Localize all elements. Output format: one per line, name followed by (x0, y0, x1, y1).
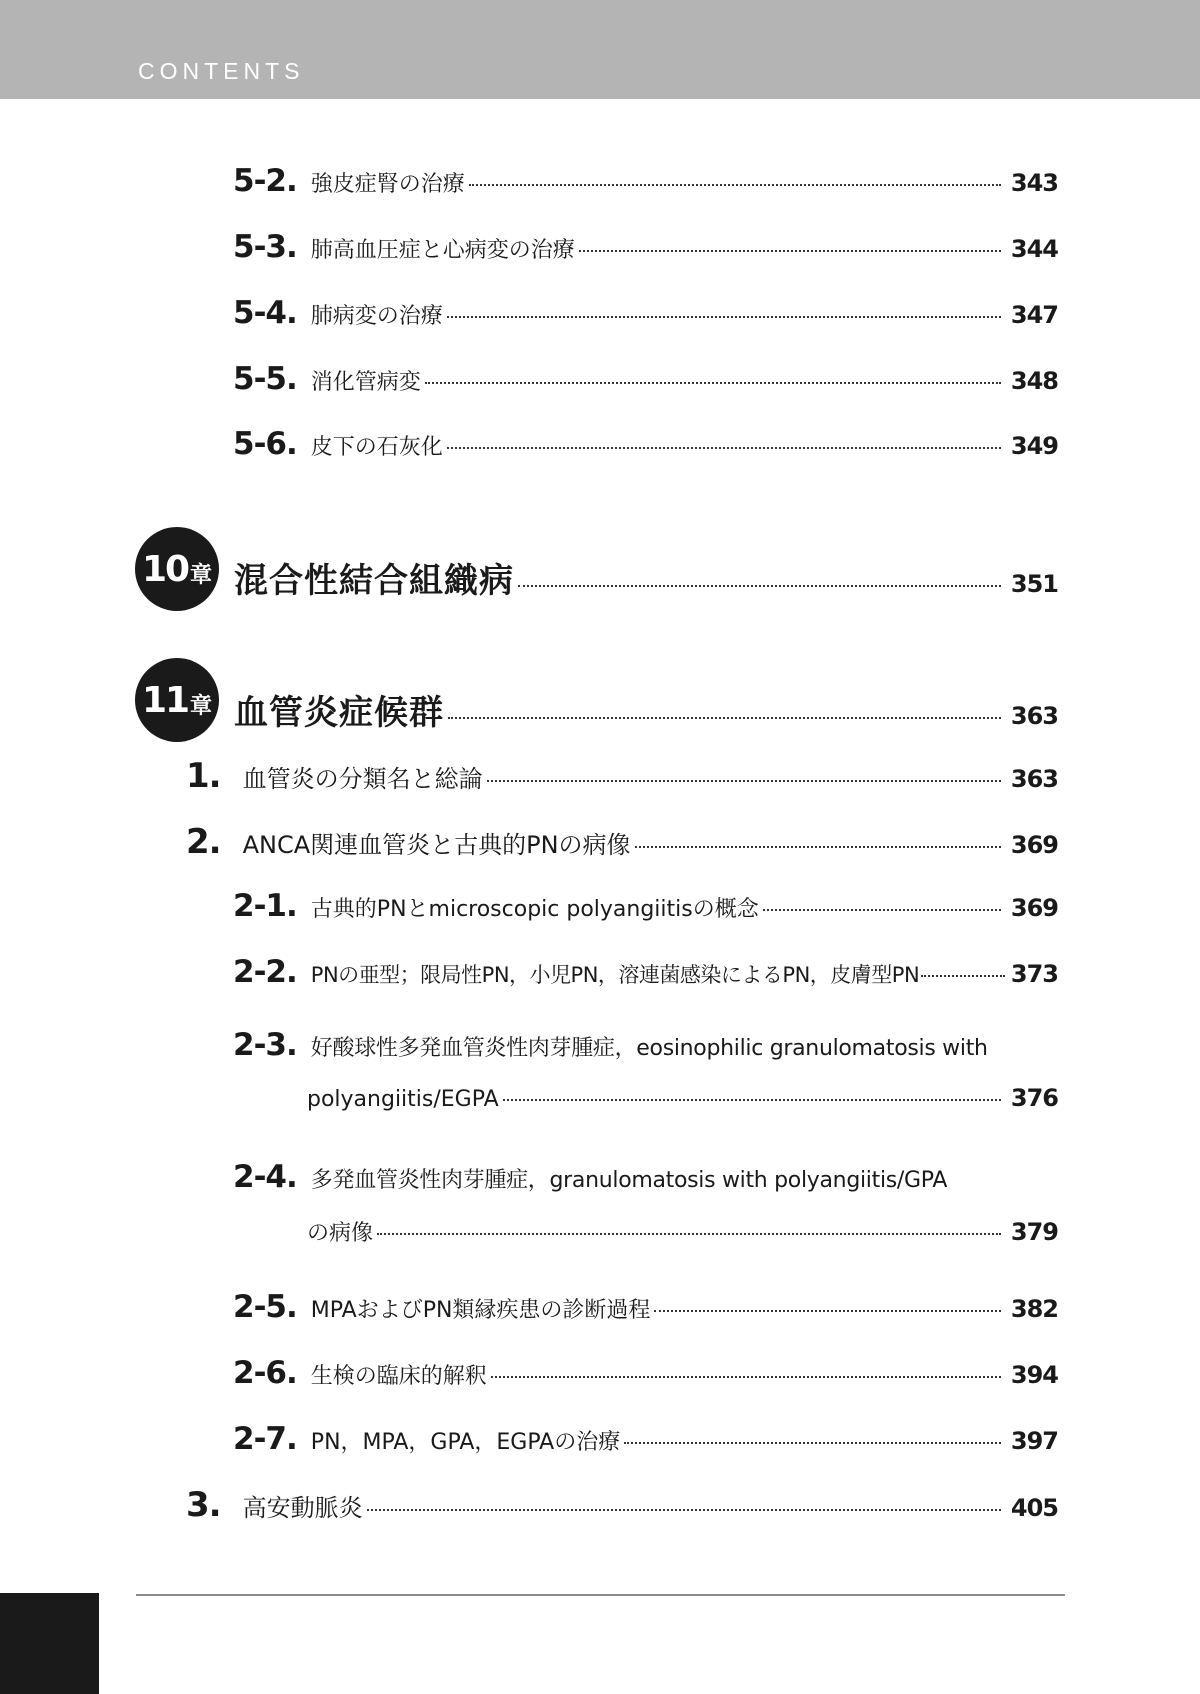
toc-entry-2-1[interactable] (233, 888, 1058, 924)
dot-leader (763, 909, 1001, 911)
entry-title: PN，MPA，GPA，EGPAの治療 (310, 1430, 621, 1455)
chapter-badge-11 (135, 658, 219, 742)
page-number: 405 (1010, 1494, 1058, 1522)
dot-leader (491, 1376, 1001, 1378)
page-number: 351 (1010, 570, 1058, 598)
dot-leader (447, 447, 1001, 449)
page-number: 369 (1010, 894, 1058, 922)
toc-entry-2-3[interactable] (233, 1027, 988, 1063)
toc-entry-2-6[interactable] (233, 1355, 1058, 1391)
entry-number: 2-6. (233, 1355, 297, 1391)
chapter-badge-10 (135, 527, 219, 611)
chapter-title: 血管炎症候群 (234, 693, 444, 733)
entry-number: 5-2. (233, 163, 297, 199)
entry-title-continuation: の病像 (307, 1221, 374, 1246)
page-number: 347 (1010, 301, 1058, 329)
entry-title: 古典的PNとmicroscopic polyangiitisの概念 (310, 897, 759, 922)
entry-number: 5-6. (233, 426, 297, 462)
page-number: 363 (1010, 702, 1058, 730)
page-number: 373 (1010, 960, 1058, 988)
page-number: 343 (1010, 169, 1058, 197)
entry-title: 血管炎の分類名と総論 (242, 765, 483, 793)
entry-number: 2-1. (233, 888, 297, 924)
dot-leader (447, 316, 1001, 318)
section-label: CONTENTS (138, 58, 305, 84)
dot-leader (624, 1442, 1001, 1444)
entry-number: 3. (186, 1485, 221, 1525)
entry-number: 2-4. (233, 1159, 297, 1195)
entry-title: PNの亜型；限局性PN，小児PN，溶連菌感染によるPN，皮膚型PN (310, 963, 920, 987)
entry-title: 強皮症腎の治療 (310, 172, 465, 197)
dot-leader (487, 780, 1001, 782)
dot-leader (377, 1233, 1001, 1235)
entry-title: 皮下の石灰化 (310, 435, 443, 460)
dot-leader (654, 1310, 1000, 1312)
entry-title: ANCA関連血管炎と古典的PNの病像 (242, 831, 631, 859)
page-number: 379 (1010, 1218, 1058, 1246)
entry-title: 肺病変の治療 (310, 304, 443, 329)
page-number: 397 (1010, 1427, 1058, 1455)
toc-entry-5-3[interactable] (233, 229, 1058, 265)
entry-number: 2-2. (233, 954, 297, 990)
footer-rule (136, 1594, 1065, 1596)
toc-entry-5-6[interactable] (233, 426, 1058, 462)
entry-number: 2-3. (233, 1027, 297, 1063)
toc-entry-2-4[interactable] (233, 1159, 947, 1195)
page-number: 349 (1010, 432, 1058, 460)
dot-leader (635, 846, 1001, 848)
entry-title: 生検の臨床的解釈 (310, 1364, 487, 1389)
entry-number: 1. (186, 756, 221, 796)
entry-title: 多発血管炎性肉芽腫症，granulomatosis with polyangiitis/GPA (310, 1168, 948, 1193)
entry-number: 2-7. (233, 1421, 297, 1457)
entry-number: 2. (186, 822, 221, 862)
toc-entry-5-4[interactable] (233, 295, 1058, 331)
toc-entry-3[interactable] (186, 1485, 1058, 1525)
chapter-unit: 章 (190, 562, 213, 588)
dot-leader (425, 382, 1001, 384)
toc-chapter-11[interactable] (234, 685, 1058, 734)
chapter-unit: 章 (190, 693, 213, 719)
page-number: 348 (1010, 367, 1058, 395)
page-number: 369 (1010, 831, 1058, 859)
chapter-number: 11 (141, 679, 189, 721)
corner-block (0, 1593, 99, 1694)
entry-number: 5-5. (233, 361, 297, 397)
entry-title: 高安動脈炎 (242, 1494, 363, 1522)
toc-entry-5-2[interactable] (233, 163, 1058, 199)
page-number: 363 (1010, 765, 1058, 793)
page-number: 382 (1010, 1295, 1058, 1323)
chapter-title: 混合性結合組織病 (234, 561, 514, 601)
entry-title: MPAおよびPN類縁疾患の診断過程 (310, 1298, 651, 1323)
dot-leader (579, 250, 1001, 252)
entry-title-continuation: polyangiitis/EGPA (307, 1087, 499, 1112)
toc-entry-2[interactable] (186, 822, 1058, 862)
entry-number: 2-5. (233, 1289, 297, 1325)
toc-entry-2-7[interactable] (233, 1421, 1058, 1457)
toc-entry-2-5[interactable] (233, 1289, 1058, 1325)
dot-leader (469, 184, 1001, 186)
page-number: 394 (1010, 1361, 1058, 1389)
entry-title: 肺高血圧症と心病変の治療 (310, 238, 575, 263)
toc-entry-5-5[interactable] (233, 361, 1058, 397)
chapter-number: 10 (141, 548, 189, 590)
dot-leader (503, 1099, 1001, 1101)
toc-entry-2-4-continuation[interactable] (307, 1216, 1058, 1247)
entry-title: 消化管病変 (310, 370, 421, 395)
dot-leader (518, 585, 1001, 587)
toc-entry-2-3-continuation[interactable] (307, 1084, 1058, 1112)
toc-entry-1[interactable] (186, 756, 1058, 796)
dot-leader (448, 717, 1001, 719)
entry-number: 5-3. (233, 229, 297, 265)
entry-title: 好酸球性多発血管炎性肉芽腫症，eosinophilic granulomatosis with (310, 1036, 988, 1061)
dot-leader (921, 975, 1005, 977)
toc-chapter-10[interactable] (234, 553, 1058, 602)
page-number: 344 (1010, 235, 1058, 263)
page-number: 376 (1010, 1084, 1058, 1112)
toc-entry-2-2[interactable] (233, 954, 1058, 990)
entry-number: 5-4. (233, 295, 297, 331)
dot-leader (367, 1509, 1001, 1511)
